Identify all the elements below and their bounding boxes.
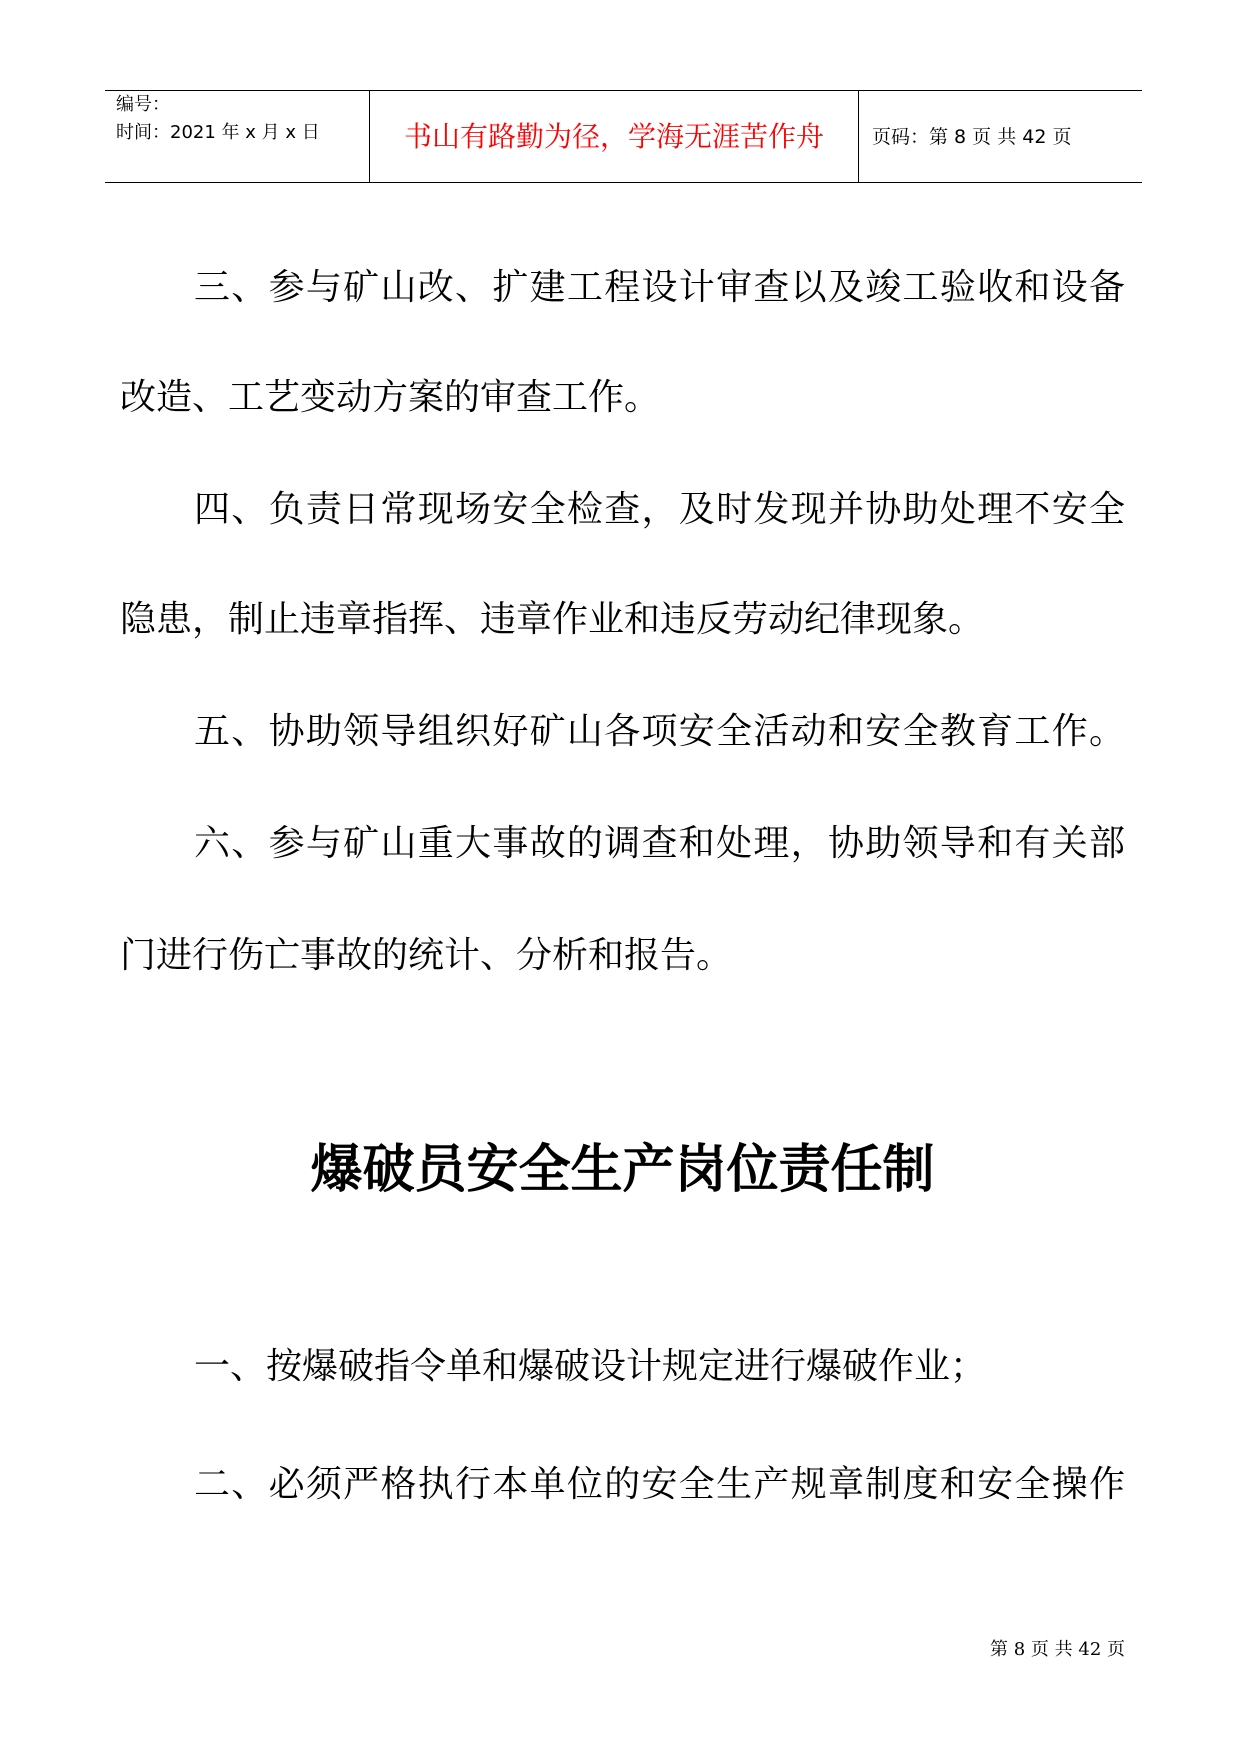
- paragraph-line: 改造、工艺变动方案的审查工作。: [120, 377, 661, 418]
- paragraph-line: 门进行伤亡事故的统计、分析和报告。: [120, 935, 733, 976]
- footer-page-number: 第 8 页 共 42 页: [990, 1639, 1125, 1660]
- header-divider: [858, 90, 859, 183]
- header-top-rule: [105, 90, 1142, 91]
- paragraph-line: 五、协助领导组织好矿山各项安全活动和安全教育工作。: [194, 711, 1125, 752]
- header-serial-label: 编号：: [116, 94, 170, 115]
- paragraph-line: 四、负责日常现场安全检查，及时发现并协助处理不安全: [194, 489, 1125, 530]
- paragraph-line: 隐患，制止违章指挥、违章作业和违反劳动纪律现象。: [120, 599, 985, 640]
- paragraph-line: 三、参与矿山改、扩建工程设计审查以及竣工验收和设备: [194, 267, 1125, 308]
- header-date-label: 时间：2021 年 x 月 x 日: [116, 122, 320, 143]
- header-bottom-rule: [105, 182, 1142, 183]
- paragraph-line: 二、必须严格执行本单位的安全生产规章制度和安全操作: [194, 1464, 1125, 1505]
- header-page-info: 页码：第 8 页 共 42 页: [872, 126, 1072, 148]
- header-motto: 书山有路勤为径，学海无涯苦作舟: [403, 120, 824, 153]
- section-title: 爆破员安全生产岗位责任制: [310, 1140, 935, 1200]
- paragraph-line: 六、参与矿山重大事故的调查和处理，协助领导和有关部: [194, 823, 1125, 864]
- paragraph-line: 一、按爆破指令单和爆破设计规定进行爆破作业；: [194, 1346, 987, 1387]
